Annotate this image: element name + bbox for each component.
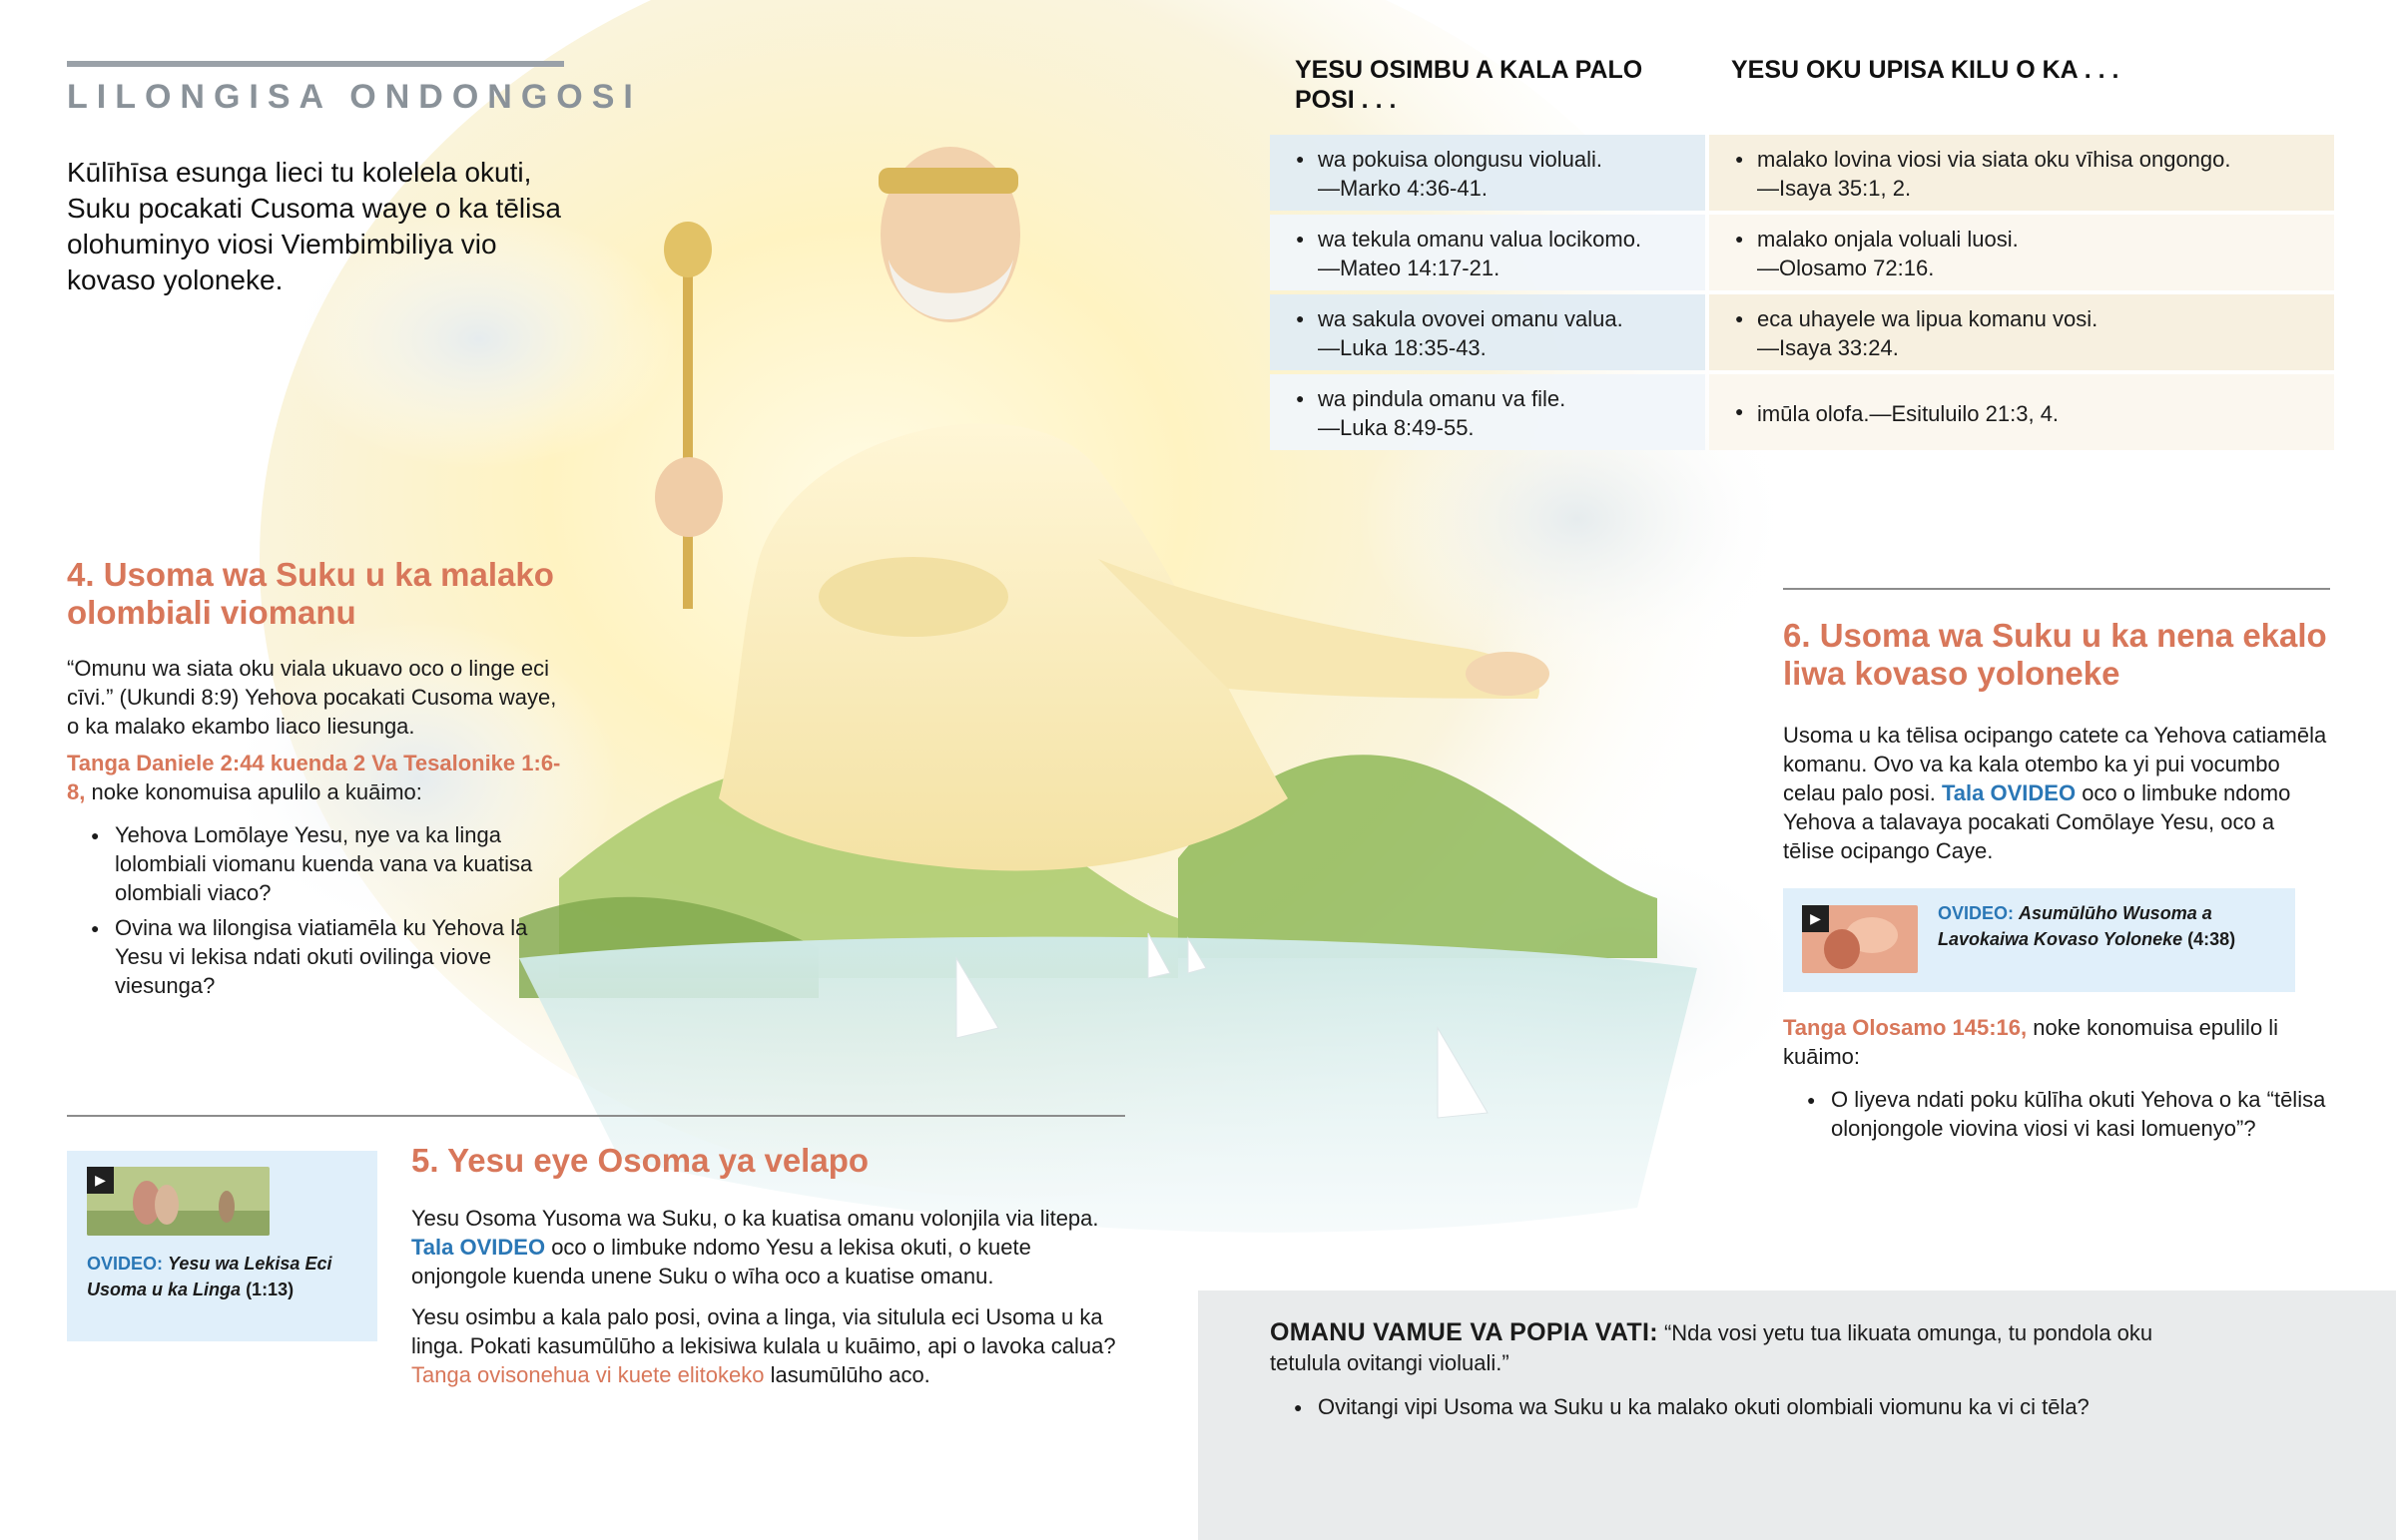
scripture-reference[interactable]: Tanga Olosamo 145:16,	[1783, 1015, 2028, 1040]
reading-instruction: noke konomuisa epulilo li kuāimo:	[1783, 1015, 2279, 1069]
video-duration: (1:13)	[246, 1280, 295, 1299]
video-caption[interactable]	[87, 1251, 366, 1302]
comparison-cell-left	[1270, 135, 1705, 211]
section-6	[1783, 617, 2330, 865]
section-6-rule	[1783, 588, 2330, 590]
section-5-title: 5. Yesu eye Osoma ya velapo	[411, 1142, 870, 1179]
cell-reference: —Marko 4:36-41.	[1318, 176, 1488, 201]
paragraph-text: Yesu osimbu a kala palo posi, ovina a linga, via situlula eci Usoma u ka linga. Pokati kasumūlūho a lekisiwa kulala u kuāimo, api o lavoka calua?	[411, 1304, 1116, 1358]
section-5	[411, 1142, 1122, 1401]
panel-quote: “Nda vosi yetu tua likuata omunga, tu pondola oku tetulula ovitangi violuali.”	[1270, 1320, 2153, 1375]
scripture-reference[interactable]: Tanga ovisonehua vi kuete elitokeko	[411, 1362, 765, 1387]
paragraph-text: Yesu Osoma Yusoma wa Suku, o ka kuatisa omanu volonjila via litepa.	[411, 1206, 1099, 1231]
intro-paragraph: Kūlīhīsa esunga lieci tu kolelela okuti, Suku pocakati Cusoma waye o ka tēlisa olohuminyo viosi Viembimbiliya vio kovaso yoloneke.	[67, 157, 561, 295]
section-5-rule	[67, 1115, 1125, 1117]
right-column-heading: YESU OKU UPISA KILU O KA . . .	[1731, 56, 2119, 84]
cell-text: wa sakula ovovei omanu valua.	[1318, 306, 1623, 331]
comparison-cell-left	[1270, 294, 1705, 370]
cell-text: ● imūla olofa.—Esituluilo 21:3, 4.	[1757, 400, 2060, 426]
cell-reference: —Luka 8:49-55.	[1318, 415, 1475, 440]
scripture-reference[interactable]: Tanga Daniele 2:44 kuenda 2 Va Tesalonike 1:6-8,	[67, 751, 561, 804]
video-thumbnail[interactable]	[87, 1167, 270, 1236]
cell-reference: —Isaya 35:1, 2.	[1757, 176, 1912, 201]
cell-text: malako onjala voluali luosi.	[1757, 227, 2019, 252]
video-card-section-5[interactable]	[67, 1151, 377, 1341]
video-caption[interactable]	[1938, 900, 2237, 952]
discussion-question: ● O liyeva ndati poku kūlīha okuti Yehova o ka “tēlisa olonjongole viovina viosi vi kasi lomuenyo”?	[1783, 1085, 2330, 1143]
panel-questions	[1270, 1392, 2188, 1421]
comparison-cell-right	[1709, 374, 2334, 450]
cell-text: eca uhayele wa lipua komanu vosi.	[1757, 306, 2098, 331]
section-4-title: 4. Usoma wa Suku u ka malako olombiali viomanu	[67, 556, 554, 631]
video-card-section-6[interactable]	[1783, 888, 2295, 992]
video-label: OVIDEO:	[87, 1254, 164, 1274]
paragraph-text: oco o limbuke ndomo Yesu a lekisa okuti, o kuete onjongole kuenda unene Suku o wīha oco a kuatise omanu.	[411, 1235, 1031, 1288]
left-column-heading: YESU OSIMBU A KALA PALO POSI . . .	[1295, 56, 1643, 114]
paragraph-text: Usoma u ka tēlisa ocipango catete ca Yehova catiamēla komanu. Ovo va ka kala otembo ka yi pui vocumbo celau palo posi.	[1783, 723, 2327, 805]
some-people-say-content	[1270, 1317, 2188, 1427]
cell-text: wa pindula omanu va file.	[1318, 386, 1566, 411]
cell-reference: —Mateo 14:17-21.	[1318, 256, 1500, 280]
watch-video-link[interactable]: Tala OVIDEO	[1942, 780, 2077, 805]
comparison-headings	[1270, 55, 2330, 133]
section-4-reading	[67, 749, 566, 806]
discussion-question: ● Ovina wa lilongisa viatiamēla ku Yehova la Yesu vi lekisa ndati okuti ovilinga viove viesunga?	[67, 913, 566, 1000]
panel-quote-line	[1270, 1317, 2188, 1378]
page-kicker: LILONGISA ONDONGOSI	[67, 78, 642, 116]
section-4	[67, 556, 566, 1006]
section-5-paragraph-1	[411, 1204, 1122, 1290]
play-icon[interactable]: ▶	[1802, 905, 1829, 932]
comparison-rows	[1270, 135, 2330, 450]
video-duration: (4:38)	[2187, 929, 2236, 949]
paragraph-text: oco o limbuke ndomo Yehova a talavaya pocakati Comōlaye Yesu, oco a tēlise ocipango Caye.	[1783, 780, 2291, 863]
comparison-table	[1270, 55, 2330, 450]
cell-text: malako lovina viosi via siata oku vīhisa ongongo.	[1757, 147, 2231, 172]
cell-text: wa tekula omanu valua locikomo.	[1318, 227, 1642, 252]
cell-text: wa pokuisa olongusu violuali.	[1318, 147, 1602, 172]
reading-instruction: noke konomuisa apulilo a kuāimo:	[85, 779, 422, 804]
section-6-paragraph	[1783, 721, 2330, 865]
section-4-body: “Omunu wa siata oku viala ukuavo oco o linge eci cīvi.” (Ukundi 8:9) Yehova pocakati Cusoma waye, o ka malako ekambo liaco liesunga.	[67, 656, 557, 739]
comparison-cell-right	[1709, 135, 2334, 211]
discussion-question: ● Yehova Lomōlaye Yesu, nye va ka linga lolombiali viomanu kuenda vana va kuatisa olombiali viaco?	[67, 820, 566, 907]
cell-reference: —Isaya 33:24.	[1757, 335, 1899, 360]
video-label: OVIDEO:	[1938, 903, 2015, 923]
cell-reference: —Olosamo 72:16.	[1757, 256, 1935, 280]
watch-video-link[interactable]: Tala OVIDEO	[411, 1235, 546, 1260]
cell-reference: —Luka 18:35-43.	[1318, 335, 1487, 360]
section-6-title: 6. Usoma wa Suku u ka nena ekalo liwa kovaso yoloneke	[1783, 617, 2327, 692]
discussion-question: ● Ovitangi vipi Usoma wa Suku u ka malako okuti olombiali viomunu ka vi ci tēla?	[1270, 1392, 2188, 1421]
comparison-cell-left	[1270, 215, 1705, 290]
section-4-questions	[67, 820, 566, 1000]
header-rule	[67, 61, 564, 67]
comparison-cell-right	[1709, 215, 2334, 290]
comparison-cell-right	[1709, 294, 2334, 370]
section-5-paragraph-2	[411, 1302, 1122, 1389]
panel-lead: OMANU VAMUE VA POPIA VATI:	[1270, 1318, 1658, 1346]
video-title: Yesu wa Lekisa Eci Usoma u ka Linga	[87, 1254, 332, 1299]
comparison-cell-left	[1270, 374, 1705, 450]
paragraph-text: lasumūlūho aco.	[764, 1362, 930, 1387]
video-title: Asumūlūho Wusoma a Lavokaiwa Kovaso Yoloneke	[1938, 903, 2212, 949]
section-6-questions	[1783, 1085, 2330, 1143]
section-6-reading-line	[1783, 1013, 2330, 1071]
section-6-reading	[1783, 1013, 2330, 1149]
play-icon[interactable]: ▶	[87, 1167, 114, 1194]
